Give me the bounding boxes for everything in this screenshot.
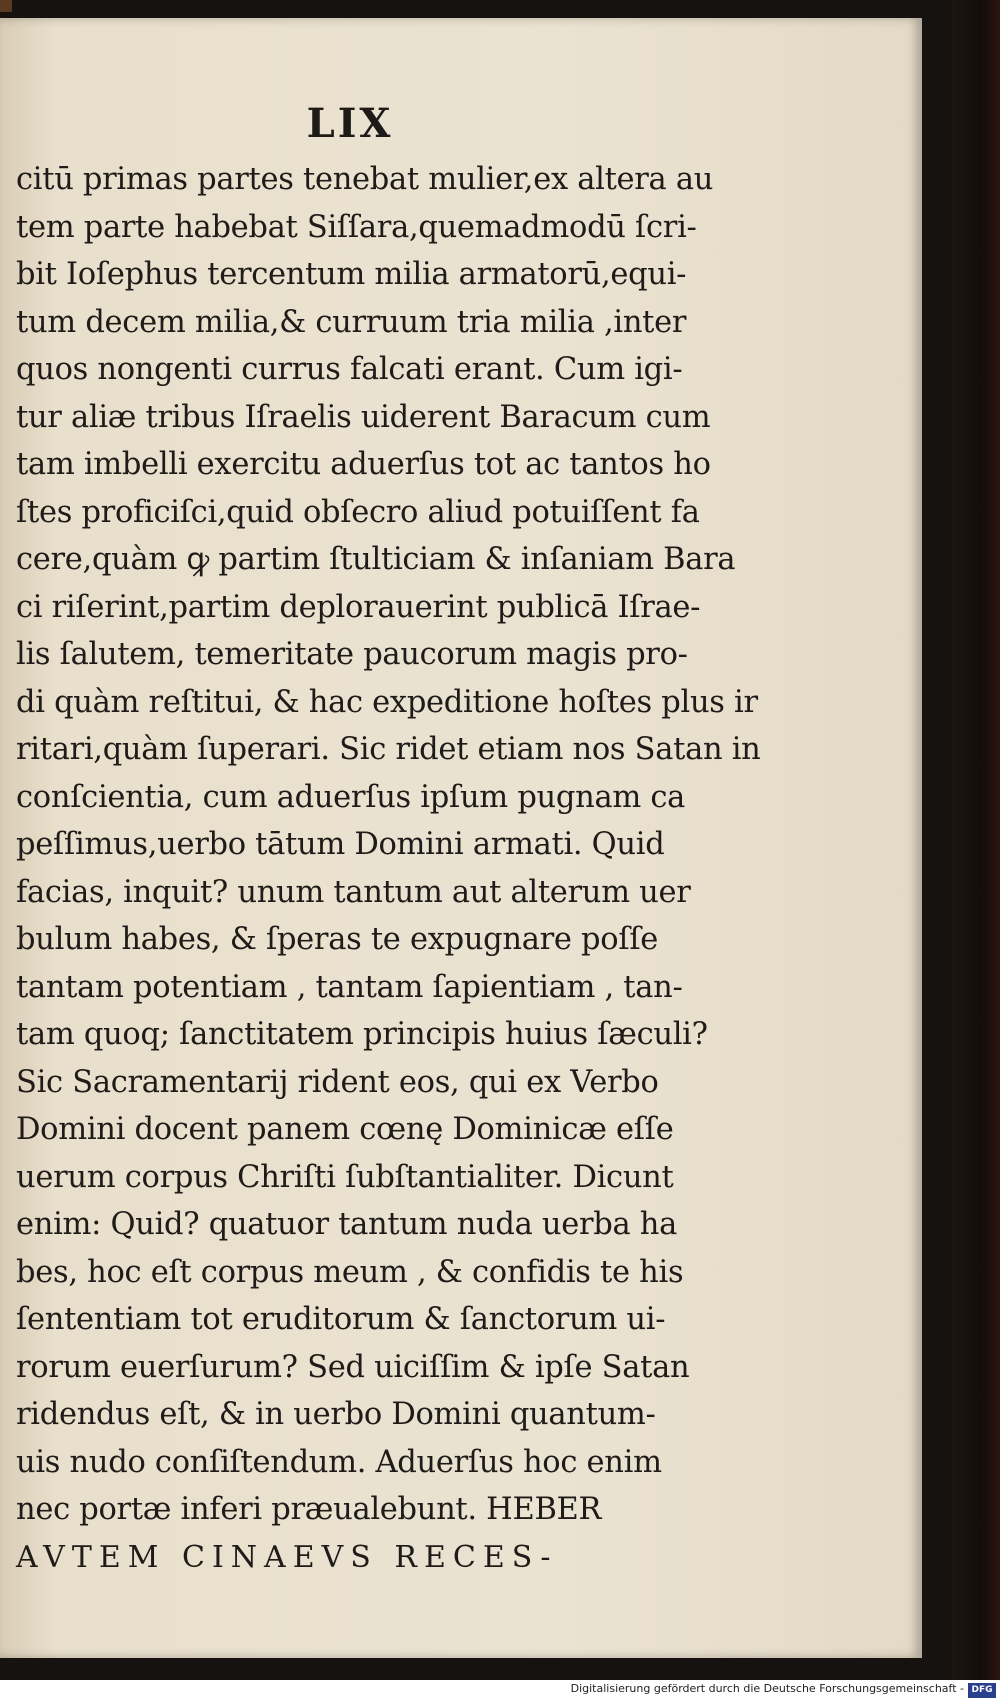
text-line: bulum habes, & ſperas te expugnare poſſe [16, 922, 659, 957]
body-text [16, 156, 761, 1581]
text-line: quos nongenti currus falcati erant. Cum igi- [16, 352, 683, 387]
text-line: uis nudo conſiſtendum. Aduerſus hoc enim [16, 1444, 662, 1480]
text-line: ſtes proficiſci,quid obſecro aliud potuiſſent fa [16, 494, 700, 530]
text-line: ridendus eſt, & in uerbo Domini quantum- [16, 1397, 656, 1432]
page-corner-mark [0, 0, 12, 12]
text-line: rorum euerſurum? Sed uiciſſim & ipſe Satan [16, 1349, 690, 1385]
text-line: facias, inquit? unum tantum aut alterum uer [16, 874, 691, 910]
scanned-page [0, 18, 922, 1658]
text-line: cere,quàm ꝙ partim ſtulticiam & inſaniam Bara [16, 542, 736, 577]
text-line: tam quoq; ſanctitatem principis huius ſæculi? [16, 1017, 708, 1052]
text-line: uerum corpus Chriſti ſubſtantialiter. Dicunt [16, 1159, 674, 1195]
text-line: Sic Sacramentarij rident eos, qui ex Verbo [16, 1064, 659, 1100]
text-line: ſententiam tot eruditorum & ſanctorum ui- [16, 1302, 666, 1337]
text-line: enim: Quid? quatuor tantum nuda uerba ha [16, 1207, 677, 1242]
text-line: ritari,quàm ſuperari. Sic ridet etiam nos Satan in [16, 732, 761, 767]
text-line: Domini docent panem cœnę Dominicæ eſſe [16, 1112, 674, 1147]
dfg-logo: DFG [968, 1683, 996, 1698]
text-line: lis ſalutem, temeritate paucorum magis pro- [16, 637, 688, 672]
text-line: peſſimus,uerbo tātum Domini armati. Quid [16, 827, 665, 862]
footer-credit: Digitalisierung gefördert durch die Deutsche Forschungsgemeinschaft - [570, 1682, 964, 1695]
text-line: bit Ioſephus tercentum milia armatorū,equi- [16, 257, 687, 292]
text-line: tum decem milia,& curruum tria milia ,inter [16, 304, 687, 340]
text-line: nec portæ inferi præualebunt. HEBER [16, 1492, 602, 1527]
text-line: tantam potentiam , tantam ſapientiam , tan- [16, 969, 683, 1005]
text-line: di quàm reſtitui, & hac expeditione hoſtes plus ir [16, 684, 758, 720]
text-line: tem parte habebat Siſſara,quemadmodū ſcri- [16, 209, 697, 245]
footer-bar [0, 1680, 1000, 1701]
text-line: ci riſerint,partim deplorauerint publicā Iſrae- [16, 589, 701, 625]
catchline: AVTEM CINAEVS RECES- [16, 1539, 558, 1575]
text-line: bes, hoc eſt corpus meum , & confidis te his [16, 1254, 684, 1290]
page-folio-number: LIX [306, 100, 394, 147]
book-edge [952, 0, 1000, 1680]
text-line: tur aliæ tribus Iſraelis uiderent Baracum cum [16, 399, 711, 435]
text-line: conſcientia, cum aduerſus ipſum pugnam ca [16, 779, 686, 815]
text-line: tam imbelli exercitu aduerſus tot ac tantos ho [16, 447, 711, 482]
text-line: citū primas partes tenebat mulier,ex altera au [16, 162, 714, 197]
